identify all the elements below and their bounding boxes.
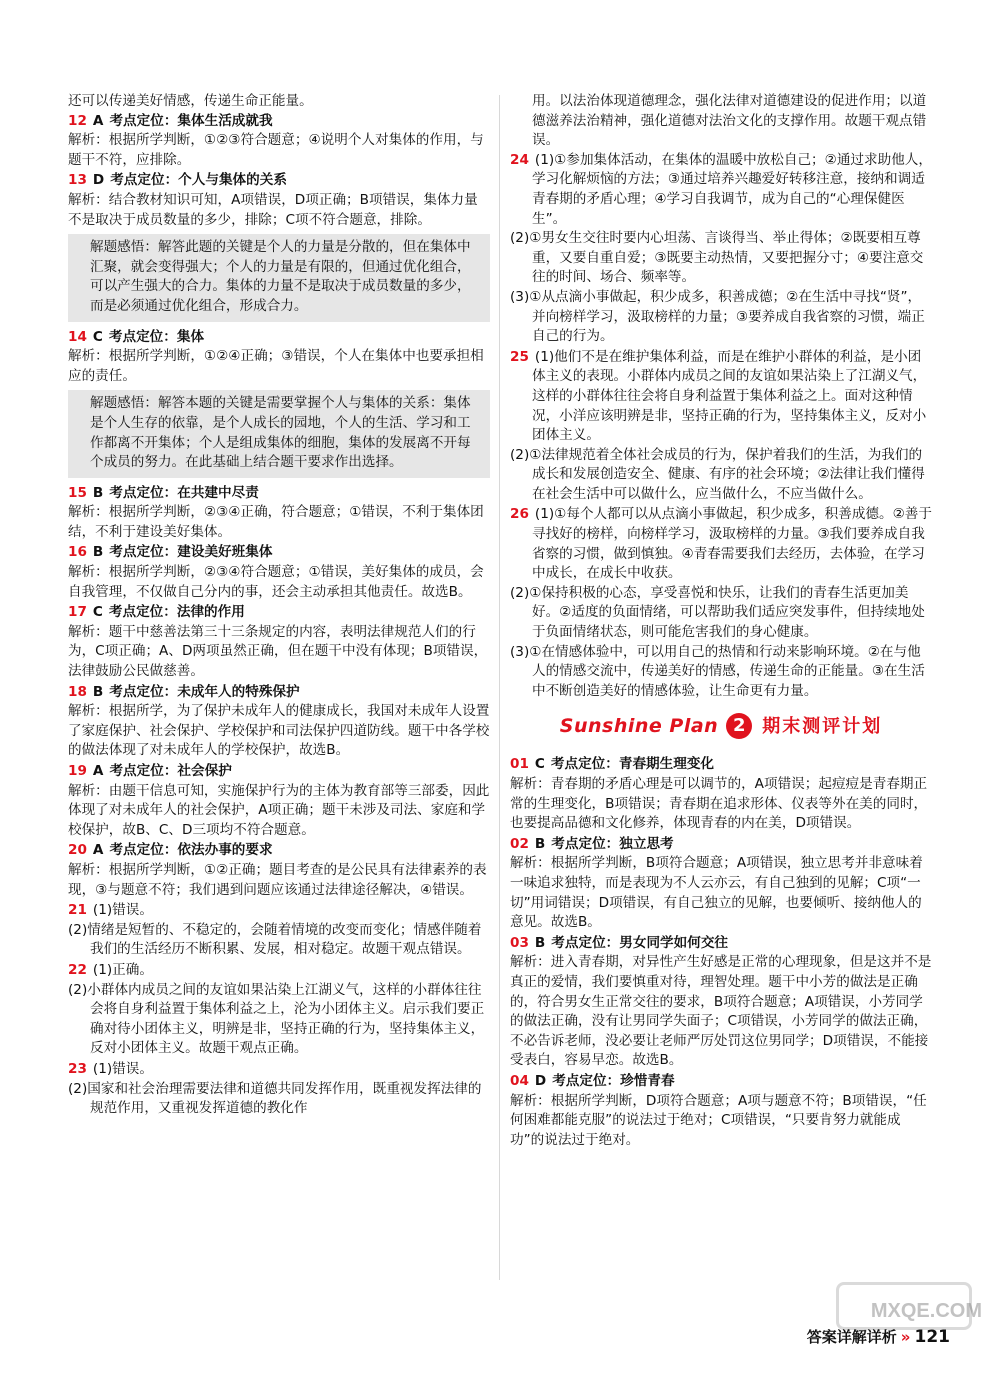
analysis-text: 解析：根据所学判断，①②③符合题意；④说明个人对集体的作用，与题干不符，应排除。 xyxy=(68,132,484,168)
question-number: 15 xyxy=(68,484,87,501)
question-number: 22 xyxy=(68,961,87,978)
sub-answer-1: (1)错误。 xyxy=(92,902,153,919)
sub-answer-2: (2)情绪是短暂的、不稳定的，会随着情境的改变而变化；情感伴随着我们的生活经历不断积累、发展，相对稳定。故题干观点错误。 xyxy=(68,921,482,958)
analysis-text: 解析：结合教材知识可知，A项错误，D项正确；B项错误，集体力量不是取决于成员数量的多少，排除；C项不符合题意，排除。 xyxy=(68,191,478,228)
question-12 xyxy=(68,112,490,171)
right-column xyxy=(510,92,932,1151)
question-15 xyxy=(68,484,490,543)
answer-letter: B xyxy=(534,934,546,951)
question-13 xyxy=(68,171,490,321)
sub-answer-1: (1)他们不是在维护集体利益，而是在维护小群体的利益，是小团体主义的表现。小群体内成员之间的友谊如果沾染上了江湖义气，这样的小群体往往会将自身利益置于集体利益之上。面对这种情况，小洋应该明辨是非，坚持正确的行为，坚持集体主义，反对小团体主义。 xyxy=(532,348,927,444)
answer-letter: B xyxy=(534,835,546,852)
analysis-text: 解析：根据所学判断，D项符合题意；A项与题意不符；B项错误，“任何困难都能克服”的说法过于绝对；C项错误，“只要肯努力就能成功”的说法过于绝对。 xyxy=(510,1092,927,1148)
question-number: 19 xyxy=(68,763,87,779)
page-footer xyxy=(807,1326,950,1347)
answer-letter: A xyxy=(92,842,104,859)
analysis-text: 解析：青春期的矛盾心理是可以调节的，A项错误；起痘痘是青春期正常的生理变化，B项错误；青春期在追求形体、仪表等外在美的同时，也要提高品德和文化修养，体现青春的内在美，D项错误。 xyxy=(510,776,928,832)
question-b02 xyxy=(510,835,932,933)
section-banner xyxy=(510,711,932,741)
analysis-text: 解析：根据所学，为了保护未成年人的健康成长，我国对未成年人设置了家庭保护、社会保护、学校保护和司法保护四道防线。题干中各学校的做法体现了对未成年人的学校保护，故选B。 xyxy=(68,703,490,759)
question-number: 20 xyxy=(68,842,87,859)
sub-answer-1: (1)①每个人都可以从点滴小事做起，积少成多，积善成德。②善于寻找好的榜样，向榜样学习，汲取榜样的力量。③我们要养成自我省察的习惯，做到慎独。④青春需要我们去经历，去体验，在学习中成长，在成长中收获。 xyxy=(532,506,932,582)
question-number: 13 xyxy=(68,172,87,189)
answer-letter: A xyxy=(92,112,104,129)
solving-insight-box: 解题感悟：解答此题的关键是个人的力量是分散的，但在集体中汇聚，就会变得强大；个人的力量是有限的，但通过优化组合，可以产生强大的合力。集体的力量不是取决于成员数量的多少，而是必须通过优化组合，形成合力。 xyxy=(68,234,490,321)
question-14 xyxy=(68,328,490,478)
answer-letter: A xyxy=(92,763,104,779)
analysis-text: 解析：根据所学判断，①②正确；题目考查的是公民具有法律素养的表现，③与题意不符；我们遇到问题应该通过法律途径解决，④错误。 xyxy=(68,861,487,898)
analysis-text: 解析：根据所学判断，B项符合题意；A项错误，独立思考并非意味着一味追求独特，而是表现为不人云亦云，有自己独到的见解；C项“一切”用词错误；D项错误，有自己独立的见解，也要倾听、接纳他人的意见。故选B。 xyxy=(510,855,923,931)
sub-answer-2: (2)①男女生交往时要内心坦荡、言谈得当、举止得体；②既要相互尊重，又要自重自爱；③既要主动热情，又要把握分寸；④要注意交往的时间、场合、频率等。 xyxy=(510,230,924,286)
question-b03 xyxy=(510,934,932,1071)
sub-answer-3: (3)①在情感体验中，可以用自己的热情和行动来影响环境。②在与他人的情感交流中，传递美好的情感，传递生命的正能量。③在生活中不断创造美好的情感体验，让生命更有力量。 xyxy=(510,643,925,699)
question-number: 01 xyxy=(510,756,529,773)
sub-answer-3: (3)①从点滴小事做起，积少成多，积善成德；②在生活中寻找“贤”，并向榜样学习，汲取榜样的力量；③要养成自我省察的习惯，端正自己的行为。 xyxy=(510,288,925,345)
question-number: 02 xyxy=(510,835,529,852)
question-19 xyxy=(68,762,490,840)
question-16 xyxy=(68,543,490,602)
topic-tag: 考点定位：集体 xyxy=(108,328,205,345)
question-number: 25 xyxy=(510,348,529,365)
topic-tag: 考点定位：社会保护 xyxy=(109,763,232,779)
answer-letter: D xyxy=(92,172,105,189)
question-18 xyxy=(68,683,490,761)
question-number: 03 xyxy=(510,934,529,951)
column-divider xyxy=(499,95,500,1280)
footer-arrow-icon: » xyxy=(900,1327,911,1346)
analysis-text: 解析：由题干信息可知，实施保护行为的主体为教育部等三部委，因此体现了对未成年人的社会保护，A项正确；题干未涉及司法、家庭和学校保护，故B、C、D三项均不符合题意。 xyxy=(68,782,490,838)
sub-answer-2: (2)小群体内成员之间的友谊如果沾染上江湖义气，这样的小群体往往会将自身利益置于集体利益之上，沦为小团体主义。启示我们要正确对待小团体主义，明辨是非，坚持正确的行为，坚持集体主义，反对小团体主义。故题干观点正确。 xyxy=(68,981,485,1057)
question-number: 24 xyxy=(510,151,529,168)
topic-tag: 考点定位：建设美好班集体 xyxy=(109,544,273,561)
sub-answer-1: (1)错误。 xyxy=(92,1060,153,1077)
topic-tag: 考点定位：依法办事的要求 xyxy=(109,842,273,859)
sub-answer-2: (2)①保持积极的心态，享受喜悦和快乐，让我们的青春生活更加美好。②适度的负面情绪，可以帮助我们适应突发事件，但持续地处于负面情绪状态，则可能危害我们的身心健康。 xyxy=(510,584,925,641)
question-25 xyxy=(510,348,932,505)
topic-tag: 考点定位：男女同学如何交往 xyxy=(551,934,729,951)
analysis-text: 解析：进入青春期，对异性产生好感是正常的心理现象，但是这并不是真正的爱情，我们要慎重对待，理智处理。题干中小芳的做法是正确的，符合男女生正常交往的要求，B项符合题意；A项错误，小芳同学的做法正确，没有让男同学失面子；C项错误，小芳同学的做法正确，不必告诉老师，没必要让老师严厉处罚这位男同学；D项错误，不能接受表白，容易早恋。故选B。 xyxy=(510,954,932,1069)
banner-number-badge: 2 xyxy=(726,713,752,739)
question-number: 17 xyxy=(68,604,87,621)
watermark-text: MXQE.COM xyxy=(870,1300,982,1322)
question-number: 18 xyxy=(68,683,87,700)
topic-tag: 考点定位：集体生活成就我 xyxy=(109,112,273,129)
page-number: 121 xyxy=(914,1326,950,1347)
question-b04 xyxy=(510,1072,932,1150)
analysis-text: 解析：题干中慈善法第三十三条规定的内容，表明法律规范人们的行为，C项正确；A、D两项虽然正确，但在题干中没有体现；B项错误，法律鼓励公民做慈善。 xyxy=(68,623,488,680)
sub-answer-1: (1)①参加集体活动，在集体的温暖中放松自己；②通过求助他人，学习化解烦恼的方法；③通过培养兴趣爱好转移注意，接纳和调适青春期的矛盾心理；④学习自我调节，成为自己的“心理保健医生”。 xyxy=(532,151,932,227)
question-number: 12 xyxy=(68,112,87,129)
answer-letter: B xyxy=(92,484,104,501)
continued-text: 用。以法治体现道德理念，强化法律对道德建设的促进作用；以道德滋养法治精神，强化道德对法治文化的支撑作用。故题干观点错误。 xyxy=(532,93,927,149)
answer-letter: B xyxy=(92,683,104,700)
topic-tag: 考点定位：珍惜青春 xyxy=(552,1072,675,1089)
sub-answer-2: (2)国家和社会治理需要法律和道德共同发挥作用，既重视发挥法律的规范作用，又重视发挥道德的教化作 xyxy=(68,1080,482,1117)
analysis-text: 解析：根据所学判断，②③④符合题意；①错误，美好集体的成员，会自我管理，不仅做自己分内的事，还会主动承担其他责任。故选B。 xyxy=(68,564,484,600)
sub-answer-1: (1)正确。 xyxy=(92,961,153,978)
footer-label: 答案详解详析 xyxy=(806,1328,897,1346)
question-24 xyxy=(510,151,932,347)
question-26 xyxy=(510,505,932,701)
question-17 xyxy=(68,603,490,681)
topic-tag: 考点定位：独立思考 xyxy=(551,835,674,852)
question-22 xyxy=(68,961,490,1059)
question-number: 04 xyxy=(510,1072,529,1089)
question-20 xyxy=(68,841,490,900)
answer-letter: D xyxy=(534,1072,547,1089)
answer-letter: B xyxy=(92,544,104,561)
analysis-text: 解析：根据所学判断，①②④正确；③错误，个人在集体中也要承担相应的责任。 xyxy=(68,348,484,384)
topic-tag: 考点定位：未成年人的特殊保护 xyxy=(109,683,300,700)
topic-tag: 考点定位：青春期生理变化 xyxy=(550,756,715,773)
topic-tag: 考点定位：个人与集体的关系 xyxy=(110,172,287,189)
question-number: 23 xyxy=(68,1060,87,1077)
left-column xyxy=(68,92,490,1120)
banner-title: 期末测评计划 xyxy=(762,715,883,737)
question-number: 21 xyxy=(68,902,87,919)
banner-sunshine-text: Sunshine Plan xyxy=(559,714,719,737)
question-23 xyxy=(68,1060,490,1119)
question-number: 26 xyxy=(510,506,529,523)
intro-text: 还可以传递美好情感，传递生命正能量。 xyxy=(68,93,313,109)
analysis-text: 解析：根据所学判断，②③④正确，符合题意；①错误，不利于集体团结，不利于建设美好集体。 xyxy=(68,504,484,540)
question-number: 14 xyxy=(68,328,87,345)
topic-tag: 考点定位：在共建中尽责 xyxy=(109,484,259,501)
question-b01 xyxy=(510,755,932,833)
question-21 xyxy=(68,901,490,960)
question-number: 16 xyxy=(68,544,87,561)
topic-tag: 考点定位：法律的作用 xyxy=(108,604,245,621)
answer-letter: C xyxy=(92,604,103,621)
answer-letter: C xyxy=(92,328,103,345)
answer-letter: C xyxy=(534,756,545,773)
solving-insight-box: 解题感悟：解答本题的关键是需要掌握个人与集体的关系：集体是个人生存的依靠，是个人成长的园地，个人的生活、学习和工作都离不开集体；个人是组成集体的细胞，集体的发展离不开每个成员的努力。在此基础上结合题干要求作出选择。 xyxy=(68,390,490,477)
sub-answer-2: (2)①法律规范着全体社会成员的行为，保护着我们的生活，为我们的成长和发展创造安全、健康、有序的社会环境；②法律让我们懂得在社会生活中可以做什么，应当做什么，不应当做什么。 xyxy=(510,446,925,502)
